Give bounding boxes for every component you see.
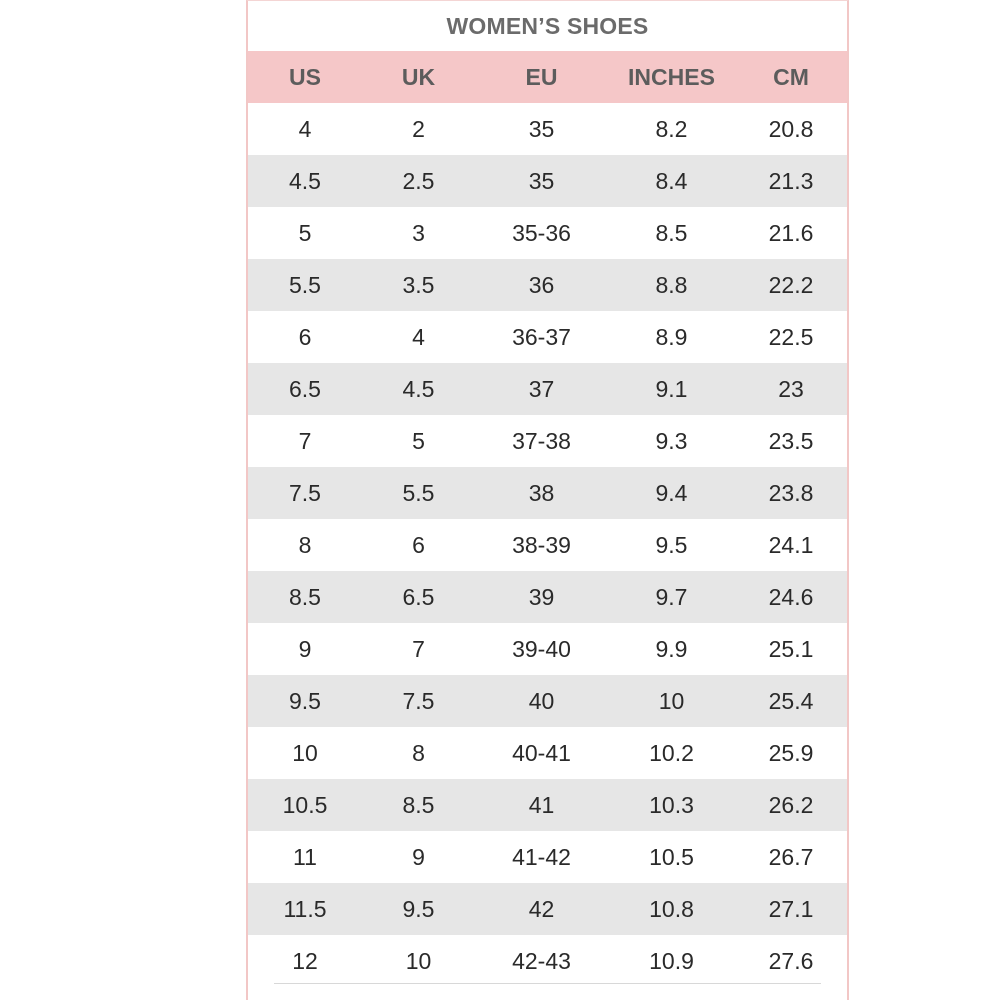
cell-eu: 42	[528, 895, 555, 922]
cell-inches: 9.3	[655, 427, 688, 454]
cell-inches: 10.8	[649, 895, 694, 922]
cell-us: 6.5	[289, 375, 321, 402]
cell-cm: 27.1	[768, 895, 814, 922]
cell-eu: 40	[528, 687, 555, 714]
table-row	[248, 155, 847, 207]
cell-eu: 36-37	[512, 323, 571, 350]
table-row	[248, 467, 847, 519]
table-row	[248, 519, 847, 571]
cell-inches: 9.4	[655, 479, 688, 506]
table-body	[248, 103, 847, 987]
cell-eu: 38	[528, 479, 555, 506]
cell-eu: 41-42	[512, 843, 571, 870]
cell-cm: 24.1	[768, 531, 814, 558]
cell-inches: 8.5	[655, 219, 688, 246]
cell-us: 10	[292, 739, 318, 766]
cell-cm: 21.6	[768, 219, 814, 246]
cell-eu: 41	[528, 791, 555, 818]
cell-uk: 3	[412, 219, 425, 246]
cell-uk: 2	[412, 115, 425, 142]
table-row	[248, 103, 847, 155]
cell-uk: 9	[412, 843, 425, 870]
cell-cm: 25.4	[768, 687, 814, 714]
cell-us: 5.5	[289, 271, 321, 298]
table-row	[248, 831, 847, 883]
cell-us: 9.5	[289, 687, 321, 714]
cell-inches: 9.9	[655, 635, 688, 662]
cell-inches: 9.5	[655, 531, 688, 558]
cell-us: 7	[298, 427, 312, 454]
cell-eu: 39	[528, 583, 555, 610]
table-row	[248, 415, 847, 467]
cell-us: 11.5	[283, 895, 327, 922]
cell-us: 6	[298, 323, 312, 350]
table-row	[248, 675, 847, 727]
cell-us: 10.5	[282, 791, 328, 818]
table-row	[248, 883, 847, 935]
cell-cm: 26.7	[768, 843, 814, 870]
cell-cm: 20.8	[768, 115, 814, 142]
cell-uk: 6.5	[402, 583, 435, 610]
cell-uk: 3.5	[402, 271, 435, 298]
cell-eu: 40-41	[512, 739, 571, 766]
cell-inches: 10.2	[649, 739, 694, 766]
cell-eu: 38-39	[512, 531, 571, 558]
cell-us: 11	[293, 843, 317, 870]
cell-inches: 10.5	[649, 843, 694, 870]
column-header-cm: CM	[773, 63, 809, 90]
cell-cm: 23	[778, 375, 804, 402]
cell-cm: 21.3	[768, 167, 814, 194]
cell-inches: 8.9	[655, 323, 688, 350]
column-header-inches: INCHES	[628, 63, 715, 90]
table-row	[248, 571, 847, 623]
cell-cm: 22.2	[768, 271, 814, 298]
table-row	[248, 623, 847, 675]
cell-inches: 9.1	[655, 375, 688, 402]
cell-eu: 35	[528, 115, 555, 142]
cell-us: 9	[298, 635, 312, 662]
cell-eu: 36	[528, 271, 555, 298]
cell-us: 8.5	[289, 583, 321, 610]
cell-uk: 5.5	[402, 479, 435, 506]
cell-uk: 9.5	[402, 895, 435, 922]
cell-uk: 7.5	[402, 687, 435, 714]
cell-uk: 2.5	[402, 167, 435, 194]
cell-uk: 4	[412, 323, 425, 350]
cell-uk: 6	[412, 531, 425, 558]
cell-cm: 25.9	[768, 739, 814, 766]
cell-uk: 5	[412, 427, 425, 454]
chart-title: WOMEN’S SHOES	[446, 13, 649, 39]
cell-us: 5	[298, 219, 312, 246]
cell-us: 4.5	[289, 167, 321, 194]
table-row	[248, 311, 847, 363]
cell-eu: 35	[528, 167, 555, 194]
column-header-eu: EU	[525, 63, 558, 90]
footer-divider	[274, 983, 821, 984]
size-chart-card	[246, 0, 849, 1000]
cell-inches: 9.7	[655, 583, 688, 610]
table-row	[248, 935, 847, 987]
cell-cm: 26.2	[768, 791, 814, 818]
table-row	[248, 259, 847, 311]
cell-us: 7.5	[289, 479, 321, 506]
table-row	[248, 207, 847, 259]
cell-cm: 23.5	[768, 427, 814, 454]
cell-eu: 35-36	[512, 219, 571, 246]
cell-uk: 7	[412, 635, 425, 662]
cell-cm: 23.8	[768, 479, 814, 506]
cell-cm: 25.1	[768, 635, 814, 662]
table-row	[248, 779, 847, 831]
cell-inches: 8.4	[655, 167, 688, 194]
cell-inches: 10.9	[649, 947, 694, 974]
cell-inches: 8.2	[655, 115, 688, 142]
cell-eu: 42-43	[512, 947, 571, 974]
cell-eu: 37-38	[512, 427, 571, 454]
cell-us: 12	[292, 947, 318, 974]
table-row	[248, 363, 847, 415]
cell-cm: 22.5	[768, 323, 814, 350]
cell-uk: 10	[405, 947, 432, 974]
cell-uk: 8.5	[402, 791, 435, 818]
cell-uk: 8	[412, 739, 425, 766]
column-header-us: US	[289, 63, 321, 90]
column-header-uk: UK	[401, 63, 436, 90]
cell-inches: 10.3	[649, 791, 694, 818]
cell-cm: 24.6	[768, 583, 814, 610]
cell-cm: 27.6	[768, 947, 814, 974]
cell-us: 8	[298, 531, 312, 558]
cell-eu: 39-40	[512, 635, 571, 662]
cell-inches: 10	[658, 687, 685, 714]
table-header	[248, 51, 847, 103]
cell-us: 4	[298, 115, 312, 142]
cell-eu: 37	[528, 375, 555, 402]
cell-inches: 8.8	[655, 271, 688, 298]
cell-uk: 4.5	[402, 375, 435, 402]
table-row	[248, 727, 847, 779]
